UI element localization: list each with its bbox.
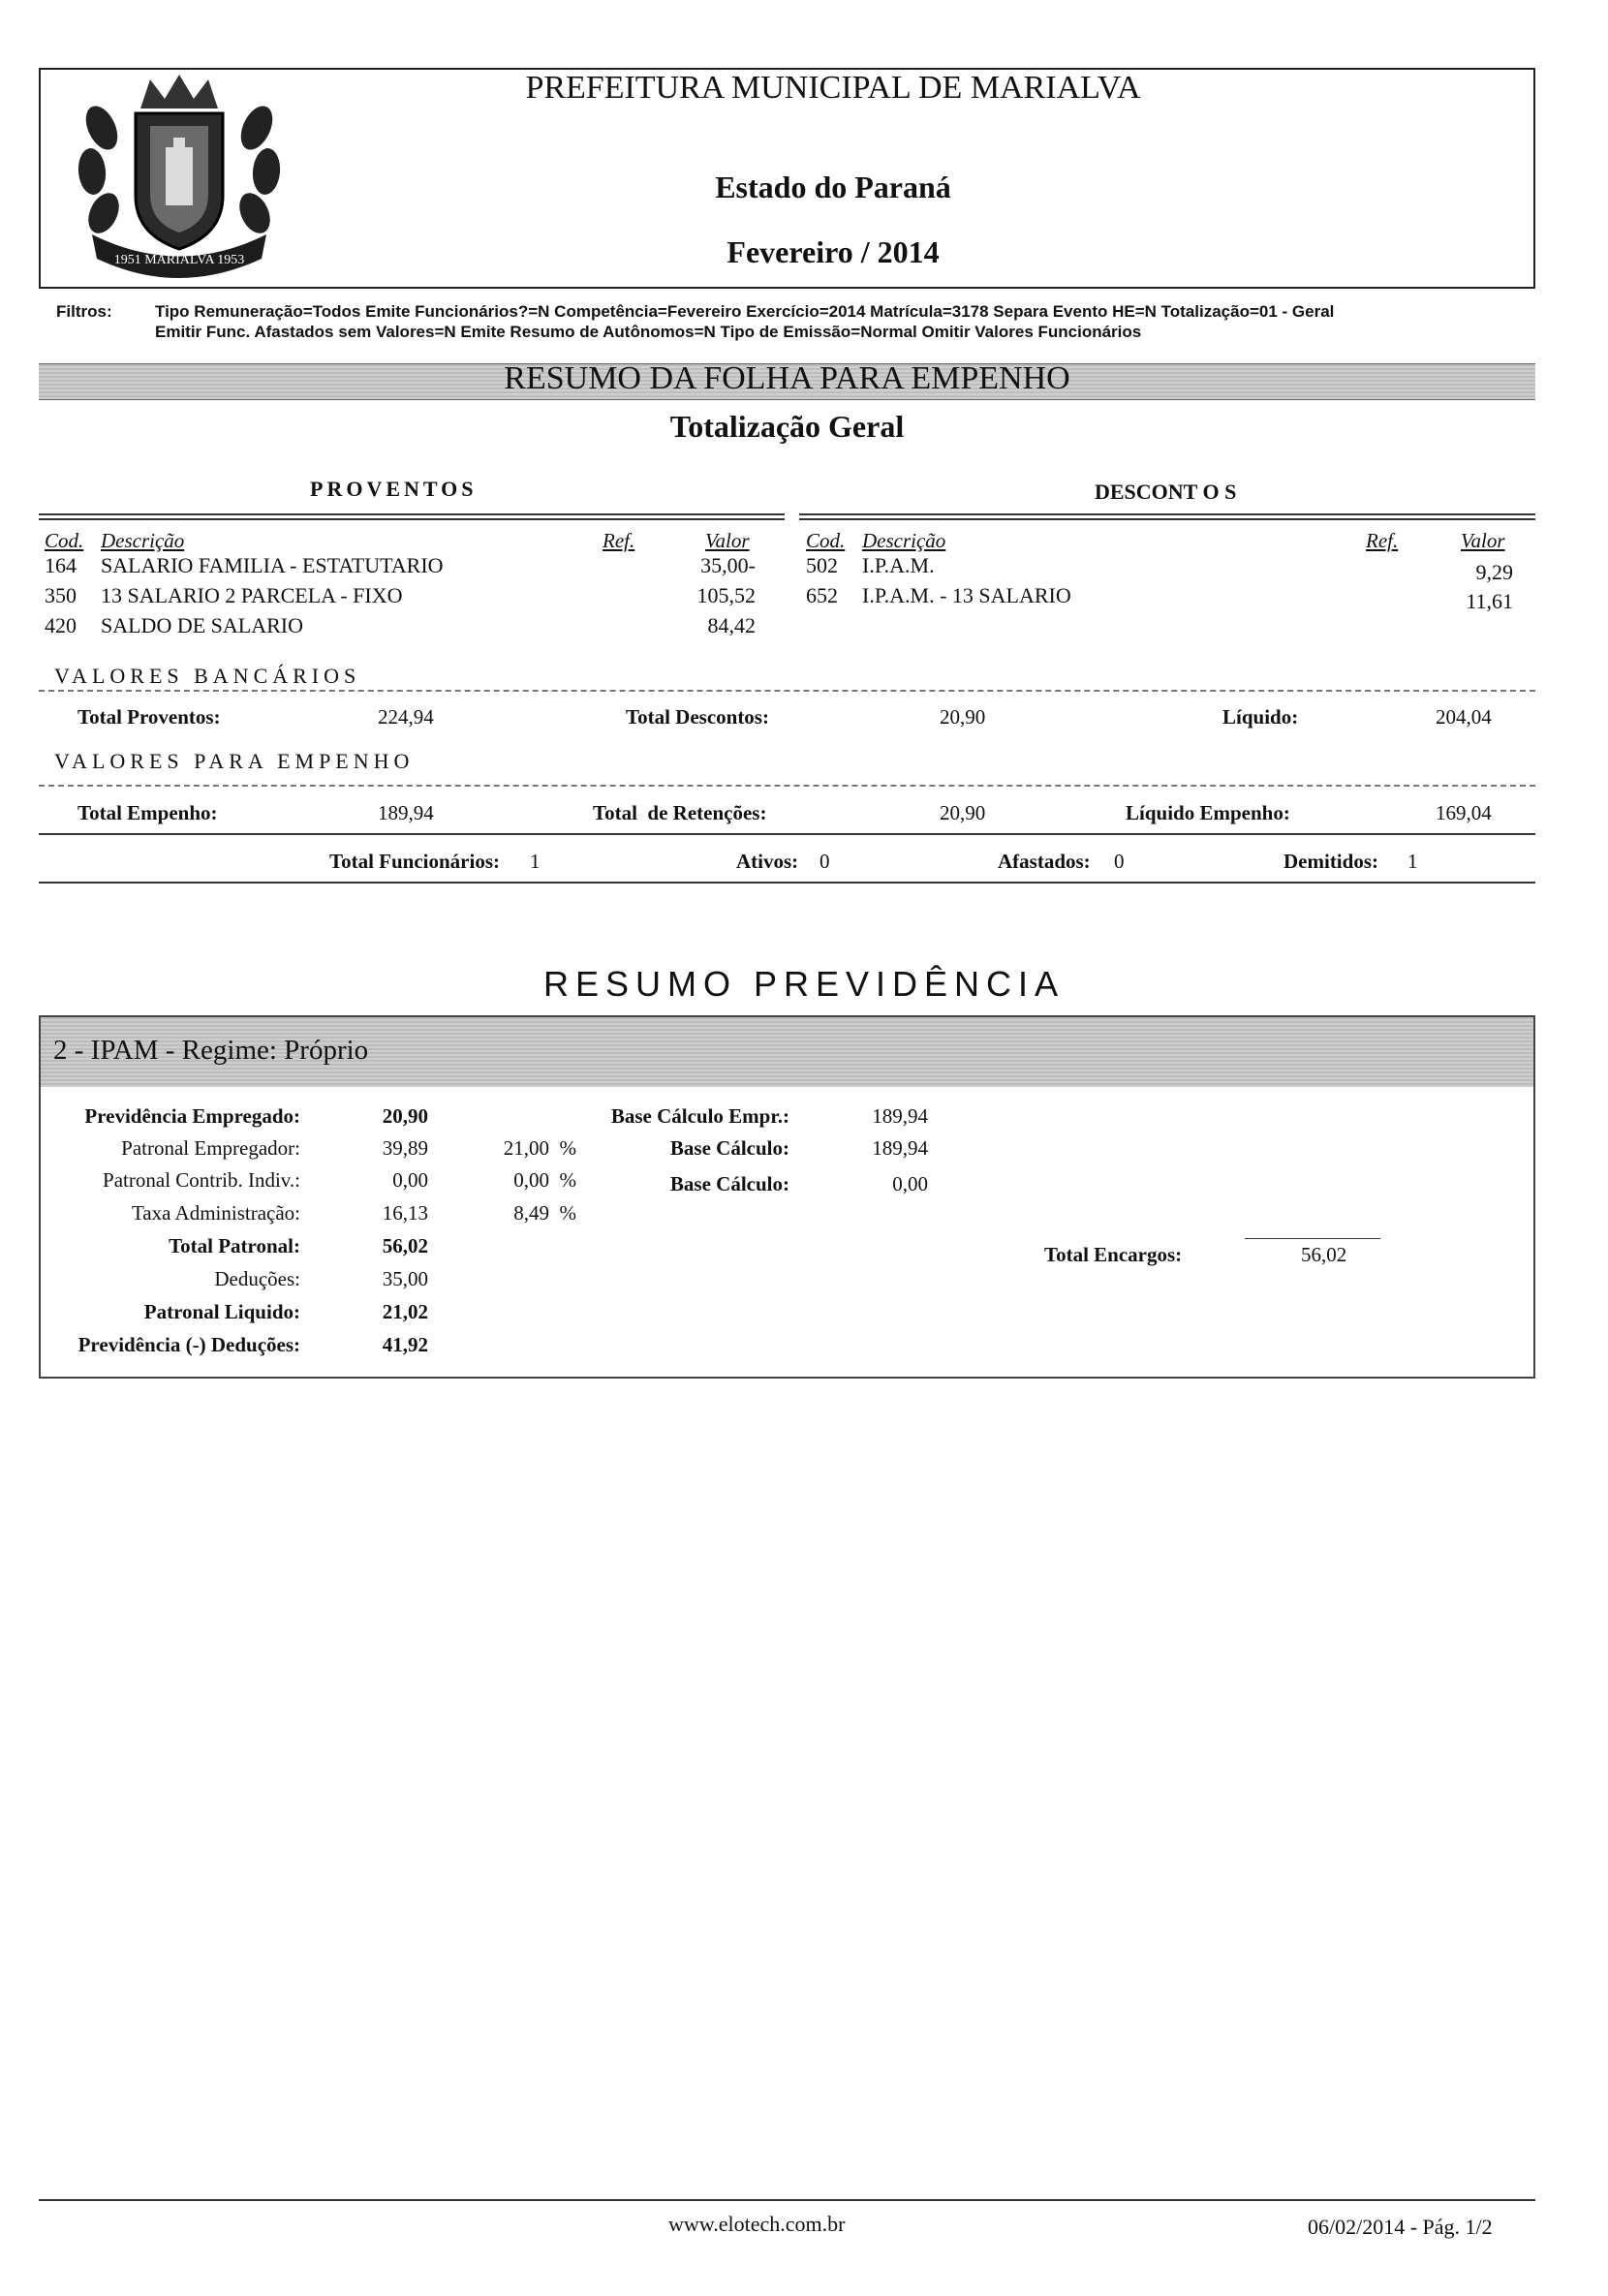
descontos-col-cod: Cod. [806, 529, 846, 552]
page-title: PREFEITURA MUNICIPAL DE MARIALVA [525, 70, 1141, 106]
prev-row-label: Total Patronal: [169, 1234, 300, 1257]
prev-row-label: Previdência (-) Deduções: [77, 1333, 300, 1356]
ativos-value: 0 [819, 850, 830, 873]
descontos-rule [799, 513, 1535, 520]
filters-label: Filtros: [56, 302, 112, 321]
proventos-row-valor: 105,52 [696, 583, 756, 607]
afastados-value: 0 [1114, 850, 1125, 873]
descontos-row-cod: 502 [806, 553, 838, 577]
proventos-row-desc: SALDO DE SALARIO [101, 613, 303, 637]
prev-row-value: 0,00 [392, 1168, 428, 1192]
prev-row-label: Taxa Administração: [131, 1201, 300, 1225]
proventos-col-ref: Ref. [603, 529, 635, 552]
base-calculo-value: 189,94 [872, 1136, 928, 1160]
prev-row-value: 39,89 [382, 1136, 428, 1160]
demitidos-value: 1 [1407, 850, 1418, 873]
prev-row-label: Patronal Empregador: [121, 1136, 300, 1160]
base-calculo-value: 0,00 [892, 1172, 928, 1195]
total-encargos-rule [1245, 1238, 1380, 1239]
prev-row-label: Deduções: [214, 1267, 300, 1290]
total-empenho-label: Total Empenho: [77, 801, 218, 824]
afastados-label: Afastados: [998, 850, 1091, 873]
descontos-row-desc: I.P.A.M. [862, 553, 935, 577]
section-divider [39, 785, 1535, 787]
liquido-label: Líquido: [1222, 705, 1299, 729]
ativos-label: Ativos: [736, 850, 799, 873]
total-proventos-value: 224,94 [378, 705, 434, 729]
footer-date-page: 06/02/2014 - Pág. 1/2 [1308, 2215, 1493, 2239]
descontos-heading: DESCONT O S [1095, 480, 1237, 504]
descontos-row-valor: 9,29 [1475, 560, 1513, 584]
proventos-col-cod: Cod. [45, 529, 84, 552]
descontos-row-desc: I.P.A.M. - 13 SALARIO [862, 583, 1071, 607]
liquido-empenho-label: Líquido Empenho: [1126, 801, 1290, 824]
total-retencoes-value: 20,90 [940, 801, 986, 824]
prev-row-value: 41,92 [382, 1333, 428, 1356]
demitidos-label: Demitidos: [1283, 850, 1378, 873]
prev-row-pct: 21,00 % [503, 1136, 576, 1160]
base-calculo-label: Base Cálculo Empr.: [610, 1104, 789, 1128]
descontos-col-ref: Ref. [1366, 529, 1399, 552]
previdencia-regime: 2 - IPAM - Regime: Próprio [53, 1035, 369, 1066]
total-empenho-value: 189,94 [378, 801, 434, 824]
valores-empenho-heading: VALORES PARA EMPENHO [54, 749, 415, 773]
prev-row-value: 16,13 [382, 1201, 428, 1225]
filters-line-1: Tipo Remuneração=Todos Emite Funcionários?=N Competência=Fevereiro Exercício=2014 Matrícula=3178 Separa Evento HE=N Totalização=01 - Geral [155, 302, 1335, 321]
period: Fevereiro / 2014 [727, 234, 940, 269]
state-name: Estado do Paraná [715, 170, 951, 204]
proventos-row-cod: 420 [45, 613, 77, 637]
proventos-row-cod: 164 [45, 553, 77, 577]
prev-row-label: Previdência Empregado: [84, 1104, 300, 1128]
valores-bancarios-heading: VALORES BANCÁRIOS [54, 664, 361, 688]
proventos-row-cod: 350 [45, 583, 77, 607]
proventos-row-valor: 35,00- [700, 553, 756, 577]
proventos-rule [39, 513, 785, 520]
base-calculo-label: Base Cálculo: [669, 1172, 789, 1195]
previdencia-title: RESUMO PREVIDÊNCIA [542, 964, 1066, 1004]
proventos-col-desc: Descrição [101, 529, 185, 552]
total-proventos-label: Total Proventos: [77, 705, 221, 729]
report-subtitle: Totalização Geral [669, 409, 905, 444]
section-rule [39, 833, 1535, 835]
proventos-row-valor: 84,42 [707, 613, 756, 637]
total-funcionarios-label: Total Funcionários: [329, 850, 500, 873]
descontos-row-valor: 11,61 [1466, 589, 1513, 613]
total-retencoes-label: Total de Retenções: [593, 801, 767, 824]
total-encargos-label: Total Encargos: [1044, 1243, 1183, 1266]
proventos-row-desc: 13 SALARIO 2 PARCELA - FIXO [101, 583, 403, 607]
prev-row-pct: 0,00 % [513, 1168, 576, 1192]
total-descontos-value: 20,90 [940, 705, 986, 729]
proventos-heading: PROVENTOS [310, 477, 478, 501]
liquido-empenho-value: 169,04 [1436, 801, 1492, 824]
section-rule [39, 882, 1535, 884]
footer-url: www.elotech.com.br [668, 2212, 846, 2236]
descontos-row-cod: 652 [806, 583, 838, 607]
descontos-col-desc: Descrição [862, 529, 946, 552]
svg-text:1951 MARIALVA 1953: 1951 MARIALVA 1953 [113, 253, 245, 267]
total-encargos-value: 56,02 [1301, 1243, 1347, 1266]
filters-line-2: Emitir Func. Afastados sem Valores=N Emite Resumo de Autônomos=N Tipo de Emissão=Normal Omitir Valores Funcionários [155, 323, 1142, 341]
proventos-row-desc: SALARIO FAMILIA - ESTATUTARIO [101, 553, 444, 577]
report-title: RESUMO DA FOLHA PARA EMPENHO [504, 360, 1070, 396]
prev-row-value: 35,00 [382, 1267, 428, 1290]
footer-rule [39, 2199, 1535, 2201]
section-divider [39, 690, 1535, 692]
prev-row-label: Patronal Contrib. Indiv.: [103, 1168, 300, 1192]
descontos-col-valor: Valor [1461, 529, 1505, 552]
base-calculo-value: 189,94 [872, 1104, 928, 1128]
prev-row-pct: 8,49 % [513, 1201, 576, 1225]
municipal-crest-logo [73, 70, 286, 283]
prev-row-value: 21,02 [382, 1300, 428, 1323]
proventos-col-valor: Valor [705, 529, 750, 552]
liquido-value: 204,04 [1436, 705, 1492, 729]
total-descontos-label: Total Descontos: [626, 705, 769, 729]
prev-row-label: Patronal Liquido: [143, 1300, 300, 1323]
prev-row-value: 56,02 [382, 1234, 428, 1257]
base-calculo-label: Base Cálculo: [669, 1136, 789, 1160]
prev-row-value: 20,90 [382, 1104, 428, 1128]
total-funcionarios-value: 1 [530, 850, 541, 873]
